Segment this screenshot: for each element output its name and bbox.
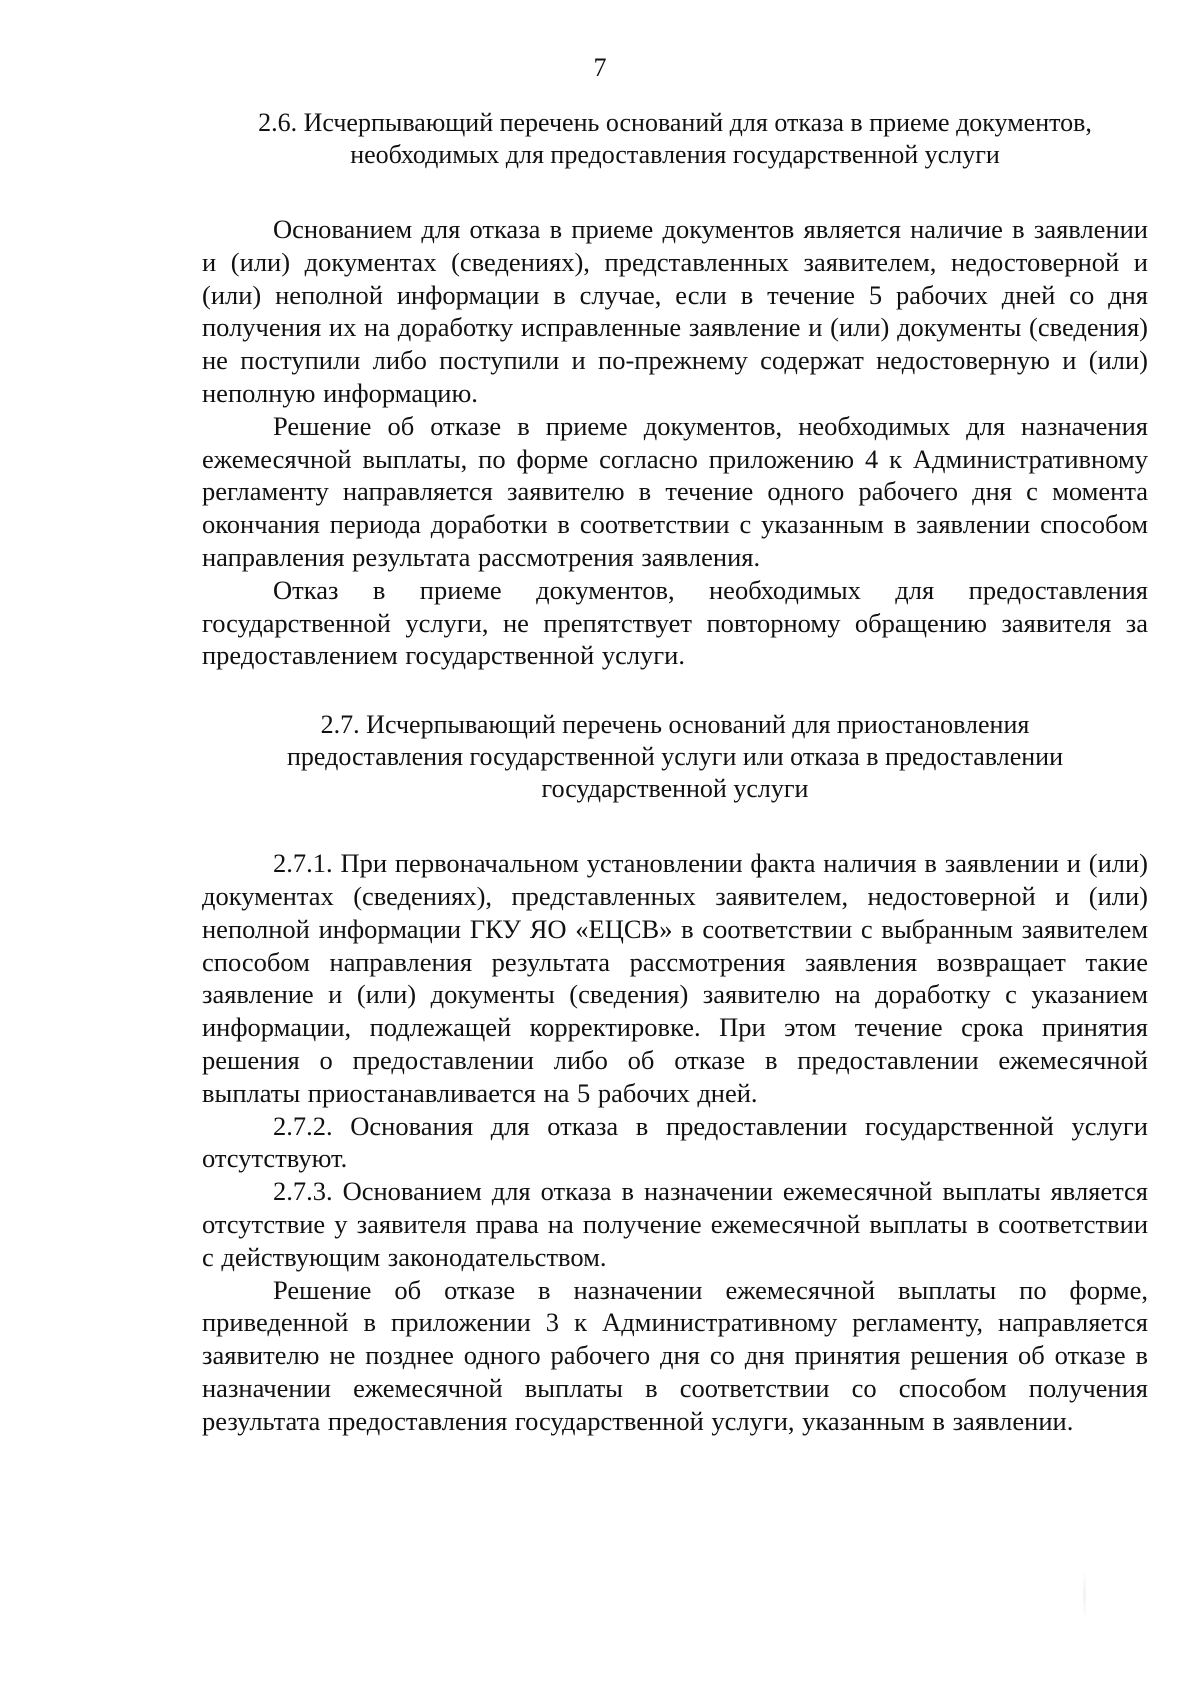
heading-line: предоставления государственной услуги или отказа в предоставлении <box>286 742 1063 772</box>
scan-artifact <box>1083 1570 1086 1620</box>
paragraph: Решение об отказе в приеме документов, необходимых для назначения ежемесячной выплаты, по форме согласно приложению 4 к Административному регламенту направляется заявителю в течение одного рабочего дня с момента окончания периода доработки в соответствии с указанным в заявлении способом направления результата рассмотрения заявления. <box>202 410 1148 572</box>
section-2-6-heading <box>202 107 1148 171</box>
heading-line: 2.6. Исчерпывающий перечень оснований для отказа в приеме документов, <box>258 108 1092 137</box>
document-body <box>202 107 1148 1438</box>
section-2-7-heading <box>202 709 1148 805</box>
paragraph: Решение об отказе в назначении ежемесячной выплаты по форме, приведенной в приложении 3 к Административному регламенту, направляется заявителю не позднее одного рабочего дня со дня принятия решения об отказе в назначении ежемесячной выплаты в соответствии со способом получения результата предоставления государственной услуги, указанным в заявлении. <box>202 1274 1148 1436</box>
heading-line: государственной услуги <box>541 774 809 804</box>
spacer <box>202 672 1148 709</box>
paragraph: Отказ в приеме документов, необходимых для предоставления государственной услуги, не препятствует повторному обращению заявителя за предоставлением государственной услуги. <box>202 574 1148 671</box>
heading-line: 2.7. Исчерпывающий перечень оснований для приостановления <box>320 710 1030 740</box>
paragraph: Основанием для отказа в приеме документов является наличие в заявлении и (или) документах (сведениях), представленных заявителем, недостоверной и (или) неполной информации в случае, если в течение 5 рабочих дней со дня получения их на доработку исправленные заявление и (или) документы (сведения) не поступили либо поступили и по-прежнему содержат недостоверную и (или) неполную информацию. <box>202 214 1148 408</box>
page-number: 7 <box>593 53 607 82</box>
spacer <box>202 805 1148 847</box>
spacer <box>202 171 1148 213</box>
paragraph-2-7-1: 2.7.1. При первоначальном установлении факта наличия в заявлении и (или) документах (сведениях), представленных заявителем, недостоверной и (или) неполной информации ГКУ ЯО «ЕЦСВ» в соответствии с выбранным заявителем способом направления результата рассмотрения заявления возвращает такие заявление и (или) документы (сведения) заявителю на доработку с указанием информации, подлежащей корректировке. При этом течение срока принятия решения о предоставлении либо об отказе в предоставлении ежемесячной выплаты приостанавливается на 5 рабочих дней. <box>202 848 1148 1108</box>
paragraph-2-7-2: 2.7.2. Основания для отказа в предоставлении государственной услуги отсутствуют. <box>202 1110 1148 1174</box>
paragraph-2-7-3: 2.7.3. Основанием для отказа в назначении ежемесячной выплаты является отсутствие у заявителя права на получение ежемесячной выплаты в соответствии с действующим законодательством. <box>202 1176 1148 1272</box>
heading-line: необходимых для предоставления государственной услуги <box>350 140 1000 169</box>
